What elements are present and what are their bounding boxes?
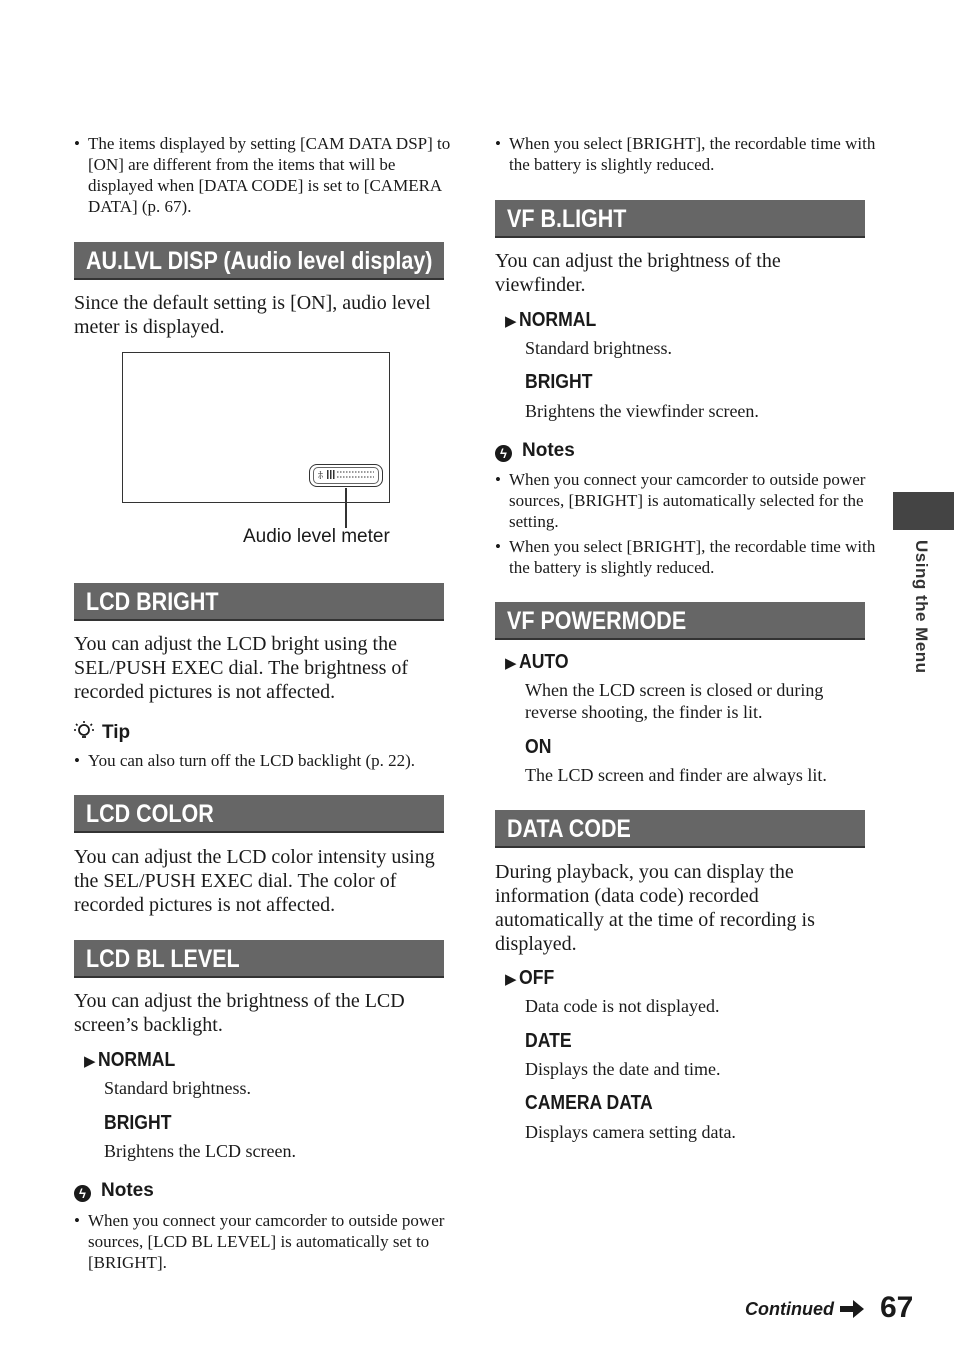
default-marker-icon: ▶ (505, 971, 517, 988)
section-title: AU.LVL DISP (Audio level display) (86, 247, 433, 275)
option-auto-heading: ▶ AUTO (505, 650, 575, 676)
lightbulb-icon (74, 721, 94, 741)
default-marker-icon: ▶ (505, 655, 517, 672)
default-marker-icon: ▶ (84, 1053, 96, 1070)
option-off-description: Data code is not displayed. (525, 996, 720, 1016)
option-bright-heading: BRIGHT (104, 1112, 172, 1134)
continued-label: Continued (745, 1299, 834, 1319)
section-lcd-color (74, 795, 444, 833)
section-au-lvl-disp (74, 242, 444, 280)
option-date-heading: DATE (525, 1030, 572, 1052)
vf-blight-description: You can adjust the brightness of the viewfinder. (495, 250, 781, 296)
section-title: VF B.LIGHT (507, 205, 627, 233)
lcd-bright-description: You can adjust the LCD bright using the SEL/PUSH EXEC dial. The brightness of recorded pictures is not affected. (74, 633, 409, 703)
option-on-heading: ON (525, 736, 552, 758)
svg-text:ﾎ: ﾎ (318, 471, 323, 482)
section-vf-powermode (495, 602, 865, 640)
chapter-tab-label: Using the Menu (912, 540, 931, 674)
option-bright-description: Brightens the LCD screen. (104, 1141, 296, 1161)
notes-bullet: • When you connect your camcorder to outside power sources, [BRIGHT] is automatically selected for the setting. (495, 469, 879, 532)
section-title: LCD COLOR (86, 800, 214, 828)
option-normal-heading: ▶ NORMAL (84, 1048, 185, 1074)
data-code-description: During playback, you can display the information (data code) recorded automatically at the time of recording is displayed. (495, 861, 815, 955)
option-normal-description: Standard brightness. (525, 338, 672, 358)
lcd-color-description: You can adjust the LCD color intensity using the SEL/PUSH EXEC dial. The color of recorded pictures is not affected. (74, 846, 435, 916)
section-data-code (495, 810, 865, 848)
audio-level-meter-icon (309, 464, 383, 487)
chapter-tab (893, 492, 954, 530)
notes-bullet: • When you select [BRIGHT], the recordable time with the battery is slightly reduced. (495, 536, 879, 578)
notes-bullet: • When you connect your camcorder to outside power sources, [LCD BL LEVEL] is automatically set to [BRIGHT]. (74, 1210, 458, 1273)
notes-icon: ϟ (495, 445, 512, 462)
section-title: VF POWERMODE (507, 607, 687, 635)
option-camera-data-heading: CAMERA DATA (525, 1092, 653, 1114)
default-marker-icon: ▶ (505, 313, 517, 330)
tip-label: Tip (102, 722, 131, 743)
section-lcd-bright (74, 583, 444, 621)
option-date-description: Displays the date and time. (525, 1059, 721, 1079)
meter-ticks-icon (318, 468, 378, 482)
option-bright-description: Brightens the viewfinder screen. (525, 401, 759, 421)
section-vf-blight (495, 200, 865, 238)
option-normal-heading: ▶ NORMAL (505, 308, 606, 334)
tip-heading (74, 721, 130, 744)
section-title: LCD BL LEVEL (86, 945, 240, 973)
section-title: LCD BRIGHT (86, 588, 219, 616)
option-bright-heading: BRIGHT (525, 371, 593, 393)
audio-level-meter-caption: Audio level meter (243, 526, 390, 547)
continued-arrow-icon (840, 1300, 864, 1318)
lcd-screen-diagram (122, 352, 390, 503)
intro-note-bullet: • The items displayed by setting [CAM DATA DSP] to [ON] are different from the items that will be displayed when [DATA CODE] is set to [CAMERA DATA] (p. 67). (74, 133, 458, 217)
option-normal-description: Standard brightness. (104, 1078, 251, 1098)
section-title: DATA CODE (507, 815, 631, 843)
option-auto-description: When the LCD screen is closed or during reverse shooting, the finder is lit. (525, 680, 824, 722)
section-lcd-bl-level (74, 940, 444, 978)
callout-leader-line (345, 488, 347, 528)
option-off-heading: ▶ OFF (505, 966, 559, 992)
au-lvl-description: Since the default setting is [ON], audio level meter is displayed. (74, 292, 431, 338)
tip-bullet: • You can also turn off the LCD backlight (p. 22). (74, 750, 458, 771)
notes-icon: ϟ (74, 1185, 91, 1202)
notes-heading: ϟ Notes (495, 440, 575, 462)
option-camera-data-description: Displays camera setting data. (525, 1122, 736, 1142)
page-number: 67 (880, 1291, 914, 1324)
notes-heading: ϟ Notes (74, 1180, 154, 1202)
lcd-bl-level-description: You can adjust the brightness of the LCD screen’s backlight. (74, 990, 405, 1036)
option-on-description: The LCD screen and finder are always lit. (525, 765, 827, 785)
intro-note-bullet-right: • When you select [BRIGHT], the recordable time with the battery is slightly reduced. (495, 133, 879, 175)
